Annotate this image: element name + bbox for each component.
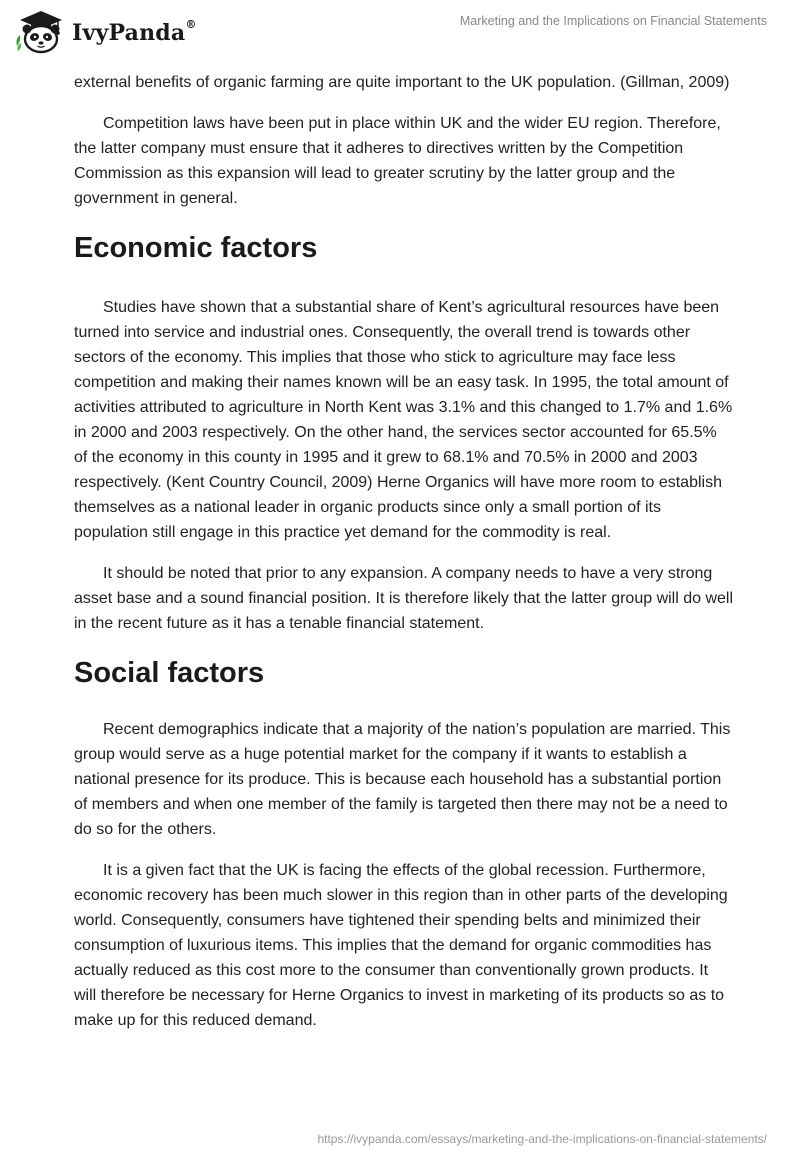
competition-paragraph: Competition laws have been put in place within UK and the wider EU region. Therefore, the latter company must ensure that it adheres to directives written by the Competition Commission as this expansion will lead to greater scrutiny by the latter group and the government in general. <box>74 115 721 207</box>
social-paragraph-2: It is a given fact that the UK is facing the effects of the global recession. Furthermore, economic recovery has been much slower in this region than in other parts of the developing world. Consequently, consumers have tightened their spending belts and minimized their consumption of luxurious items. This implies that the demand for organic commodities has actually reduced as this cost more to the consumer than conventionally grown products. It will therefore be necessary for Herne Organics to invest in marketing of its products so as to make up for this reduced demand. <box>74 862 728 1029</box>
economic-factors-heading: Economic factors <box>74 232 318 264</box>
article-body <box>74 70 734 1033</box>
brand-name: IvyPanda® <box>72 17 197 46</box>
registered-mark: ® <box>185 17 197 31</box>
ivypanda-logo[interactable] <box>14 8 197 54</box>
panda-graduate-icon <box>14 8 66 54</box>
social-paragraph-1: Recent demographics indicate that a majority of the nation’s population are married. This group would serve as a huge potential market for the company if it wants to establish a national presence for its produce. This is because each household has a substantial portion of members and when one member of the family is targeted then there may not be a need to do so for the others. <box>74 721 731 838</box>
economic-paragraph-2: It should be noted that prior to any expansion. A company needs to have a very strong asset base and a sound financial position. It is therefore likely that the latter group will do well in the recent future as it has a tenable financial statement. <box>74 565 734 632</box>
page-header <box>0 0 800 70</box>
social-factors-heading: Social factors <box>74 657 265 689</box>
intro-paragraph: external benefits of organic farming are quite important to the UK population. (Gillman, 2009) <box>74 74 730 91</box>
source-url[interactable]: https://ivypanda.com/essays/marketing-and-the-implications-on-financial-statements/ <box>317 1132 767 1146</box>
document-title: Marketing and the Implications on Financial Statements <box>459 14 767 28</box>
economic-paragraph-1: Studies have shown that a substantial share of Kent’s agricultural resources have been turned into service and industrial ones. Consequently, the overall trend is towards other sectors of the economy. This implies that those who stick to agriculture may face less competition and making their names known will be an easy task. In 1995, the total amount of activities attributed to agriculture in North Kent was 3.1% and this changed to 1.7% and 1.6% in 2000 and 2003 respectively. On the other hand, the services sector accounted for 65.5% of the economy in this county in 1995 and it grew to 68.1% and 70.5% in 2000 and 2003 respectively. (Kent Country Council, 2009) Herne Organics will have more room to establish themselves as a national leader in organic products since only a small portion of its population still engage in this practice yet demand for the commodity is real. <box>74 299 733 541</box>
